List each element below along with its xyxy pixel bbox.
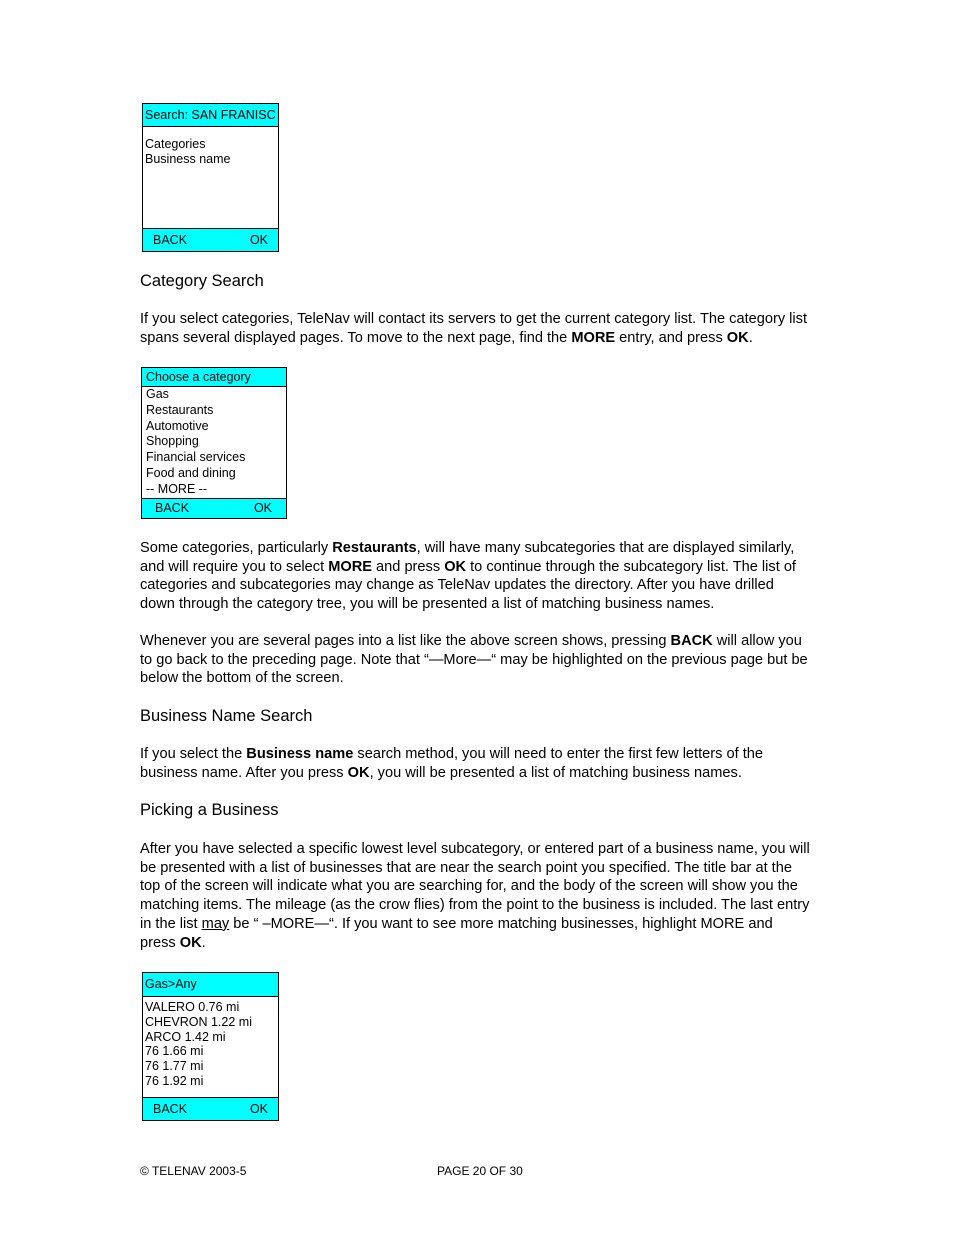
screen-title-bar: Gas>Any [143, 973, 278, 997]
list-item[interactable]: Food and dining [146, 465, 236, 480]
screen-item-list [142, 387, 286, 498]
paragraph-picking-business: After you have selected a specific lowest level subcategory, or entered part of a business name, you will be presented with a list of businesses that are near the search point you specified. The title bar at the top of the screen will indicate what you are searching for, and the body of the screen will show you the matching items. The mileage (as the crow flies) from the point to the business is included. The last entry in the list may be “ –MORE—“. If you want to see more matching businesses, highlight MORE and press OK. [140, 841, 810, 951]
section-heading-category-search: Category Search [140, 272, 264, 290]
screen-softkey-bar [143, 1097, 278, 1120]
list-item[interactable]: 76 1.92 mi [145, 1073, 204, 1088]
screen-softkey-bar [143, 228, 278, 251]
section-heading-picking-business: Picking a Business [140, 801, 279, 819]
section-heading-business-name-search: Business Name Search [140, 707, 313, 725]
list-item-more[interactable]: -- MORE -- [146, 481, 208, 496]
paragraph-back-navigation: Whenever you are several pages into a list like the above screen shows, pressing BACK will allow you to go back to the preceding page. Note that “—More—“ may be highlighted on the previous page but be below the bottom of the screen. [140, 633, 808, 687]
list-item[interactable]: Gas [146, 387, 169, 401]
screen-title-bar: Choose a category [142, 368, 286, 387]
screen-item-list [143, 997, 278, 1089]
list-item[interactable]: 76 1.66 mi [145, 1044, 204, 1059]
list-item[interactable]: ARCO 1.42 mi [145, 1029, 226, 1044]
paragraph-category-search: If you select categories, TeleNav will contact its servers to get the current category list. The category list spans several displayed pages. To move to the next page, find the MORE entry, and press OK. [140, 311, 808, 346]
footer-copyright: © TELENAV 2003-5 [140, 1164, 247, 1178]
screen-item-list [143, 127, 278, 167]
ok-softkey[interactable]: OK [249, 233, 268, 247]
list-item-categories[interactable]: Categories [145, 137, 206, 151]
phone-screen-search [142, 103, 279, 252]
footer-page-number: PAGE 20 OF 30 [437, 1164, 523, 1178]
phone-screen-choose-category [141, 367, 287, 519]
list-item[interactable]: Shopping [146, 434, 199, 449]
phone-screen-gas-results [142, 972, 279, 1121]
ok-softkey[interactable]: OK [253, 501, 272, 515]
list-item[interactable]: Automotive [146, 418, 209, 433]
list-item[interactable]: 76 1.77 mi [145, 1059, 204, 1074]
list-item[interactable]: CHEVRON 1.22 mi [145, 1014, 252, 1029]
back-softkey[interactable]: BACK [153, 1102, 188, 1116]
screen-softkey-bar [142, 498, 286, 518]
back-softkey[interactable]: BACK [155, 501, 190, 515]
list-item-business-name[interactable]: Business name [145, 152, 231, 166]
list-item[interactable]: Restaurants [146, 402, 214, 417]
list-item[interactable]: Financial services [146, 450, 246, 465]
paragraph-subcategories: Some categories, particularly Restaurants, will have many subcategories that are displayed similarly, and will require you to select MORE and press OK to continue through the subcategory list. The list of categories and subcategories may change as TeleNav updates the directory. After you have drilled down through the category tree, you will be presented a list of matching business names. [140, 540, 796, 613]
back-softkey[interactable]: BACK [153, 233, 188, 247]
list-item[interactable]: VALERO 0.76 mi [145, 1000, 240, 1014]
paragraph-business-name-search: If you select the Business name search method, you will need to enter the first few letters of the business name. After you press OK, you will be presented a list of matching business names. [140, 746, 764, 781]
ok-softkey[interactable]: OK [249, 1102, 268, 1116]
screen-title-bar: Search: SAN FRANISC [143, 104, 278, 127]
